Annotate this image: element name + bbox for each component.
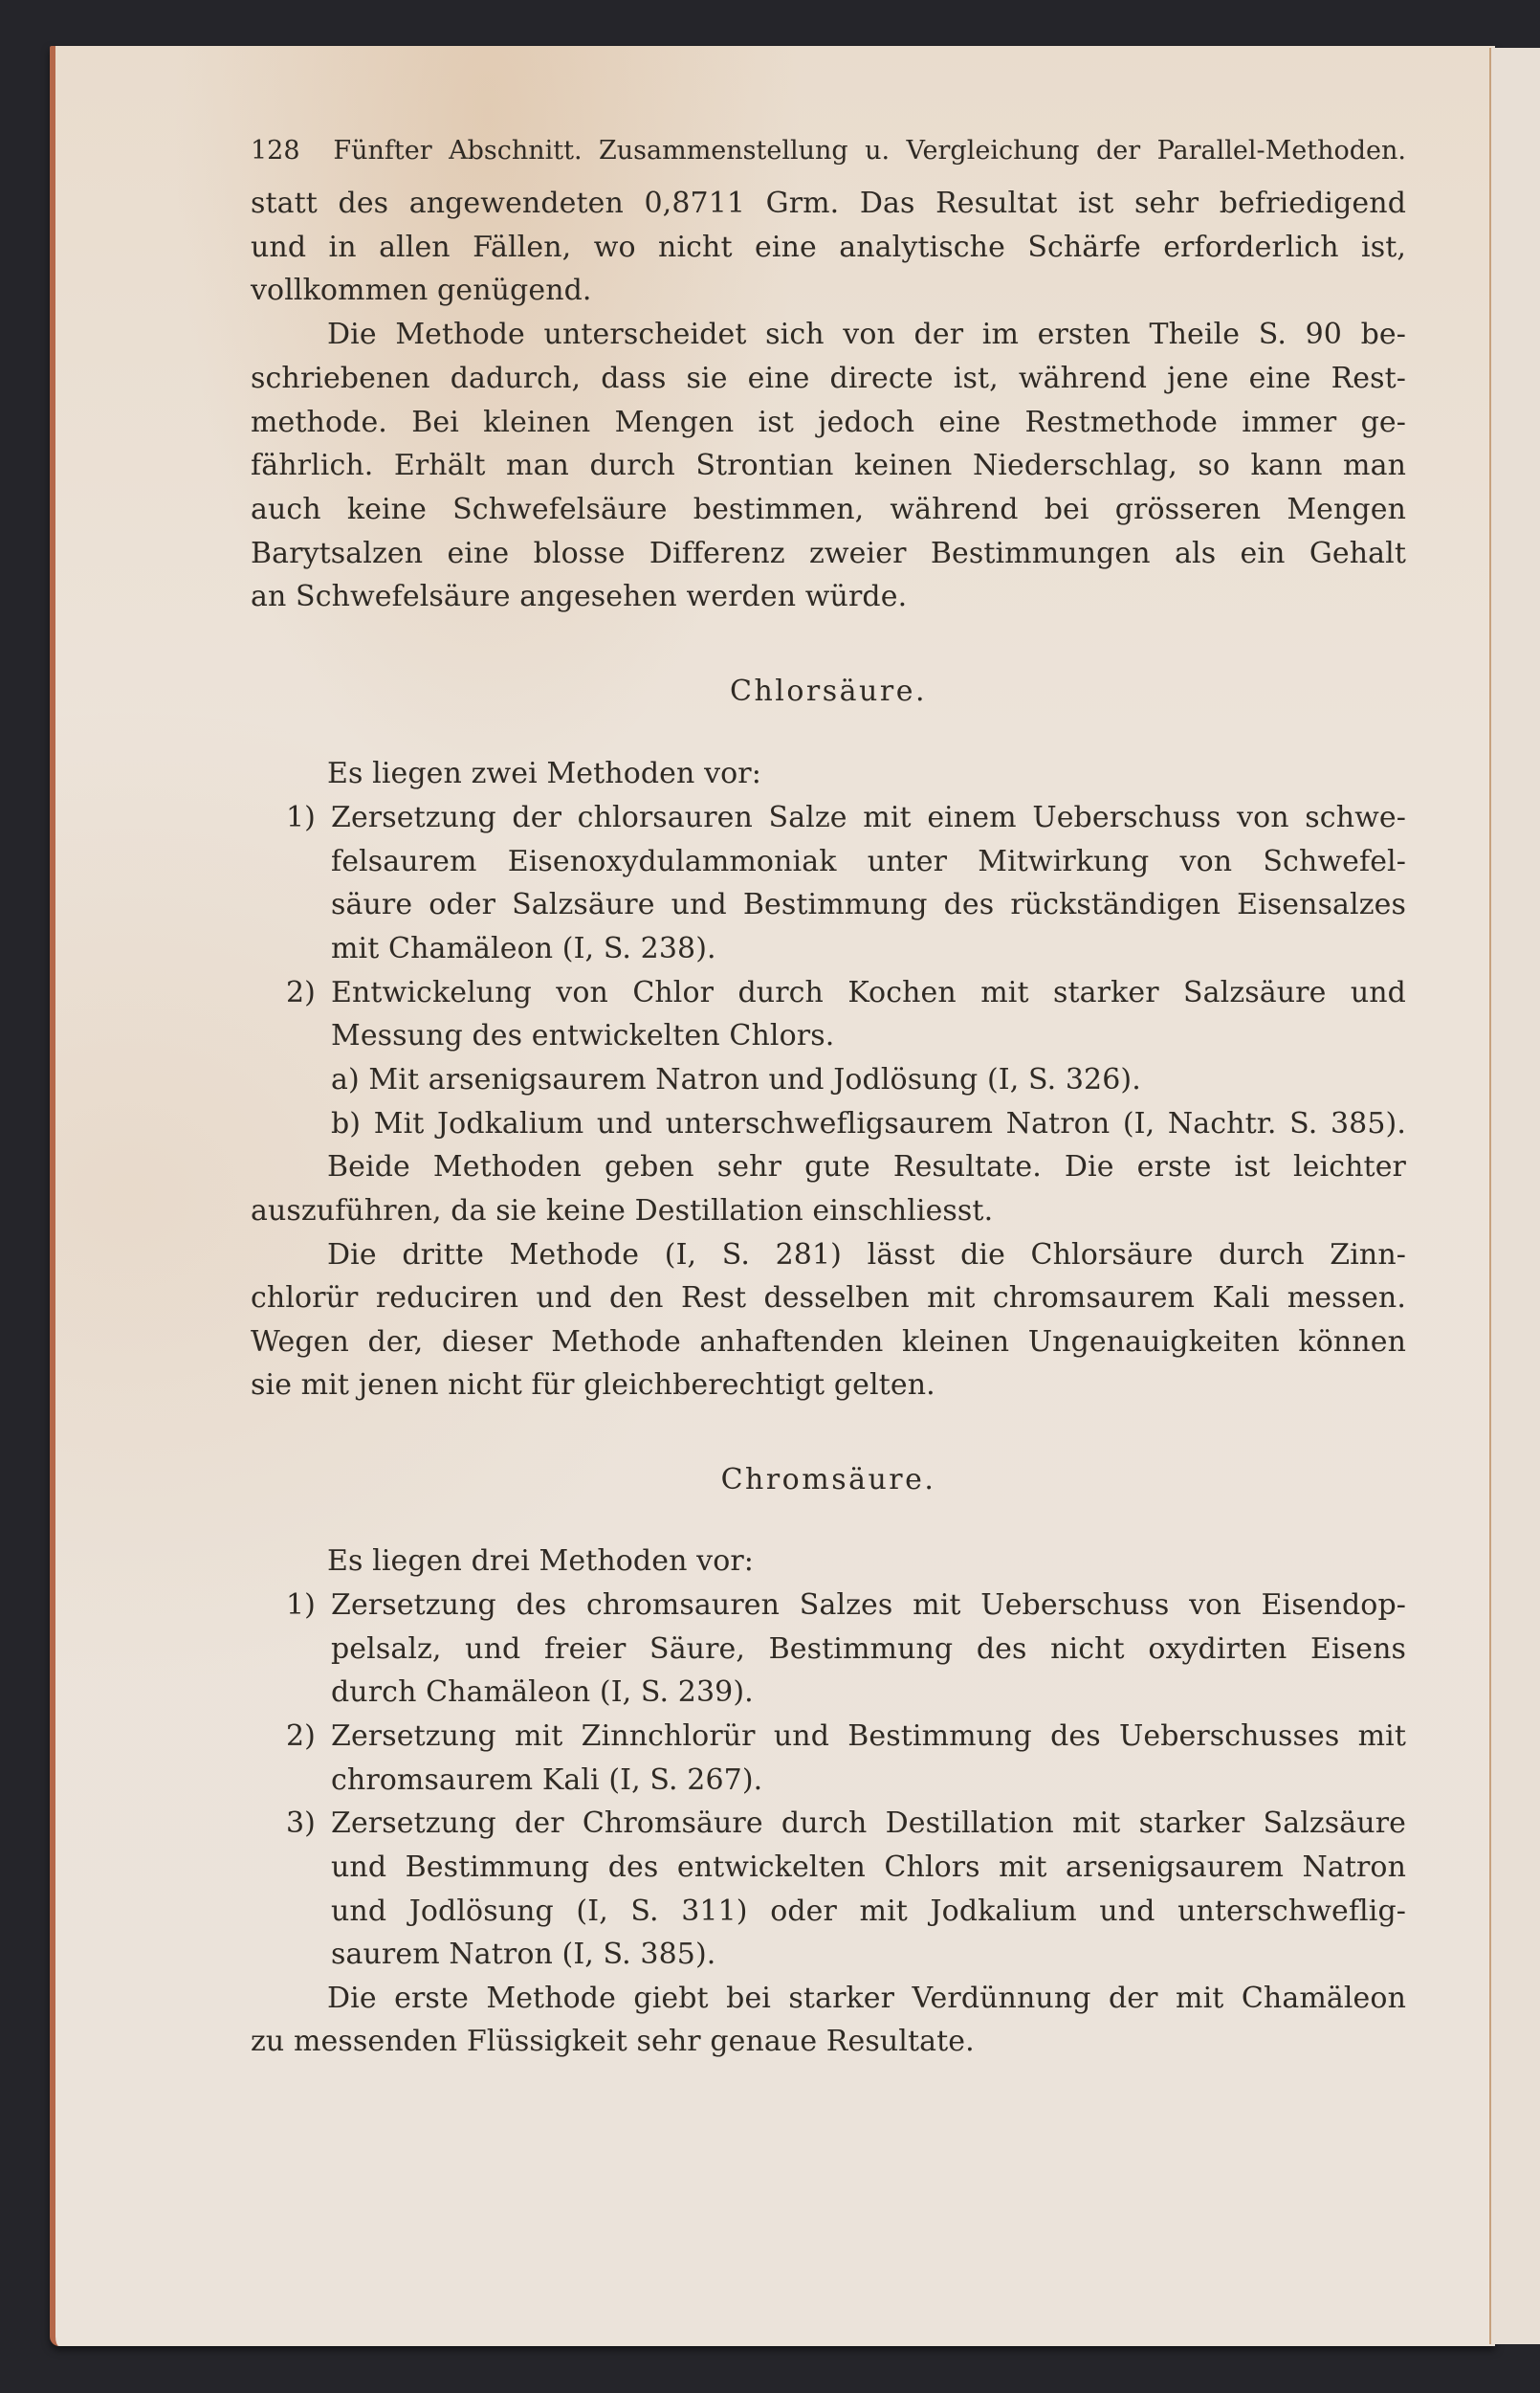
paragraph-line: auch keine Schwefelsäure bestimmen, während bei grösseren Mengen <box>251 493 1406 526</box>
sub-item-a: a) Mit arsenigsaurem Natron und Jodlösung (I, S. 326). <box>331 1063 1141 1097</box>
paragraph-line: fährlich. Erhält man durch Strontian keinen Niederschlag, so kann man <box>251 449 1406 482</box>
sub-item-b: b) Mit Jodkalium und unterschwefligsaurem Natron (I, Nachtr. S. 385). <box>331 1107 1406 1141</box>
section-intro: Es liegen drei Methoden vor: <box>327 1544 755 1578</box>
paragraph-line: an Schwefelsäure angesehen werden würde. <box>251 580 908 613</box>
adjacent-page-edge <box>1489 48 1540 2344</box>
list-item-line: felsaurem Eisenoxydulammoniak unter Mitwirkung von Schwefel- <box>331 845 1406 878</box>
list-item-line: Zersetzung mit Zinnchlorür und Bestimmung des Ueberschusses mit <box>331 1719 1406 1753</box>
list-item-line: saurem Natron (I, S. 385). <box>331 1938 716 1971</box>
section-heading-chromsaeure: Chromsäure. <box>720 1463 936 1496</box>
paragraph-line: auszuführen, da sie keine Destillation einschliesst. <box>251 1194 994 1228</box>
paragraph-line: zu messenden Flüssigkeit sehr genaue Resultate. <box>251 2025 975 2058</box>
paragraph-line: Die Methode unterscheidet sich von der im ersten Theile S. 90 be- <box>327 318 1406 351</box>
list-item-line: chromsaurem Kali (I, S. 267). <box>331 1763 763 1797</box>
list-item-number: 2) <box>286 1719 316 1753</box>
list-item-line: durch Chamäleon (I, S. 239). <box>331 1675 754 1709</box>
paragraph-line: sie mit jenen nicht für gleichberechtigt gelten. <box>251 1368 935 1402</box>
paragraph-line: vollkommen genügend. <box>251 274 592 307</box>
page-number: 128 <box>251 136 300 166</box>
running-head <box>251 132 1406 170</box>
paragraph-line: Die dritte Methode (I, S. 281) lässt die Chlorsäure durch Zinn- <box>327 1238 1406 1272</box>
running-head-title: Fünfter Abschnitt. Zusammenstellung u. Vergleichung der Parallel-Methoden. <box>333 136 1406 166</box>
list-item-line: Messung des entwickelten Chlors. <box>331 1019 835 1052</box>
list-item-line: Entwickelung von Chlor durch Kochen mit starker Salzsäure und <box>331 976 1406 1009</box>
paragraph-line: methode. Bei kleinen Mengen ist jedoch eine Restmethode immer ge- <box>251 406 1406 439</box>
list-item-line: mit Chamäleon (I, S. 238). <box>331 932 716 965</box>
list-item-line: Zersetzung der chlorsauren Salze mit einem Ueberschuss von schwe- <box>331 801 1406 834</box>
list-item-line: pelsalz, und freier Säure, Bestimmung des nicht oxydirten Eisens <box>331 1632 1406 1666</box>
paragraph-line: statt des angewendeten 0,8711 Grm. Das Resultat ist sehr befriedigend <box>251 187 1406 220</box>
paragraph-line: Beide Methoden geben sehr gute Resultate. Die erste ist leichter <box>327 1150 1406 1184</box>
list-item-line: Zersetzung der Chromsäure durch Destillation mit starker Salzsäure <box>331 1806 1406 1840</box>
paragraph-line: Barytsalzen eine blosse Differenz zweier Bestimmungen als ein Gehalt <box>251 537 1406 570</box>
paragraph-line: Wegen der, dieser Methode anhaftenden kleinen Ungenauigkeiten können <box>251 1325 1406 1359</box>
list-item-number: 1) <box>286 801 316 834</box>
paragraph-line: chlorür reduciren und den Rest desselben mit chromsaurem Kali messen. <box>251 1281 1406 1315</box>
list-item-line: und Jodlösung (I, S. 311) oder mit Jodkalium und unterschweflig- <box>331 1894 1406 1928</box>
section-heading-chlorsaeure: Chlorsäure. <box>729 675 927 708</box>
list-item-number: 2) <box>286 976 316 1009</box>
list-item-line: und Bestimmung des entwickelten Chlors mit arsenigsaurem Natron <box>331 1850 1406 1884</box>
paragraph-line: Die erste Methode giebt bei starker Verdünnung der mit Chamäleon <box>327 1982 1406 2015</box>
section-intro: Es liegen zwei Methoden vor: <box>327 757 761 790</box>
paragraph-line: und in allen Fällen, wo nicht eine analytische Schärfe erforderlich ist, <box>251 231 1406 264</box>
paragraph-line: schriebenen dadurch, dass sie eine directe ist, während jene eine Rest- <box>251 362 1406 395</box>
list-item-number: 3) <box>286 1806 316 1840</box>
list-item-number: 1) <box>286 1588 316 1622</box>
list-item-line: Zersetzung des chromsauren Salzes mit Ueberschuss von Eisendop- <box>331 1588 1406 1622</box>
list-item-line: säure oder Salzsäure und Bestimmung des rückständigen Eisensalzes <box>331 888 1406 921</box>
